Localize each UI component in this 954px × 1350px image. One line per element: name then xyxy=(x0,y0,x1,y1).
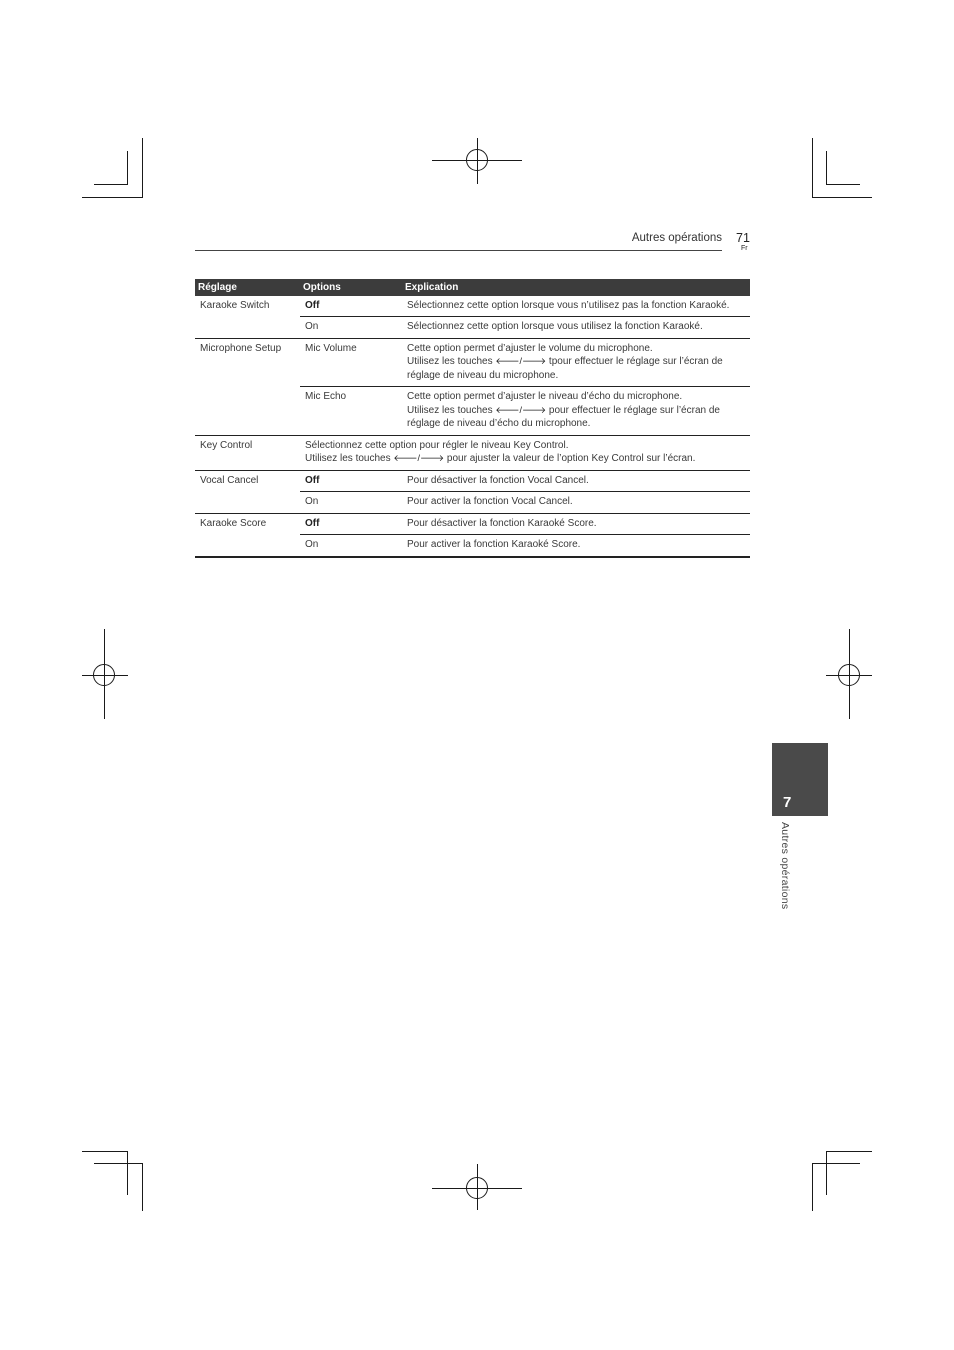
header-rule xyxy=(195,250,722,251)
setting-name: Karaoke Score xyxy=(195,513,300,557)
option-explanation xyxy=(402,387,750,436)
explanation-line: Utilisez les touches xyxy=(305,453,394,464)
option-explanation: Pour activer la fonction Vocal Cancel. xyxy=(402,492,750,514)
explanation-line: pour ajuster la valeur de l’option Key Control sur l’écran. xyxy=(444,453,696,464)
option-explanation: Pour activer la fonction Karaoké Score. xyxy=(402,535,750,557)
option-value: Off xyxy=(300,470,402,492)
registration-circle xyxy=(466,149,488,171)
chapter-side-label: Autres opérations xyxy=(779,822,791,910)
left-right-arrows-icon: 🡐/🡒 xyxy=(393,453,445,463)
crop-mark xyxy=(82,1151,128,1152)
explanation-line: Sélectionnez cette option pour régler le niveau Key Control. xyxy=(305,439,569,451)
crop-mark xyxy=(142,138,143,197)
chapter-number: 7 xyxy=(783,794,792,811)
crop-mark xyxy=(142,1163,143,1211)
option-explanation: Pour désactiver la fonction Karaoké Score. xyxy=(402,513,750,535)
explanation-line: Utilisez les touches xyxy=(407,404,496,416)
page-number: 71 xyxy=(736,231,750,245)
crop-mark xyxy=(94,1163,143,1164)
settings-table xyxy=(195,279,750,558)
crop-mark xyxy=(826,151,827,185)
option-explanation: Pour désactiver la fonction Vocal Cancel. xyxy=(402,470,750,492)
explanation-line: Cette option permet d’ajuster le volume du microphone. xyxy=(407,342,653,354)
left-right-arrows-icon: 🡐/🡒 xyxy=(495,356,547,366)
section-title: Autres opérations xyxy=(631,232,722,244)
table-row xyxy=(195,470,750,492)
crop-mark xyxy=(82,197,143,198)
header-explanation: Explication xyxy=(402,279,750,296)
option-explanation xyxy=(300,435,750,470)
table-row xyxy=(195,296,750,317)
table-header-row xyxy=(195,279,750,296)
crop-mark xyxy=(812,197,872,198)
crop-mark xyxy=(94,184,128,185)
setting-name: Microphone Setup xyxy=(195,338,300,435)
option-value: On xyxy=(300,492,402,514)
option-explanation: Sélectionnez cette option lorsque vous n’utilisez pas la fonction Karaoké. xyxy=(407,299,730,311)
option-value: Mic Echo xyxy=(300,387,402,436)
option-value: Off xyxy=(305,299,320,311)
option-explanation xyxy=(402,338,750,387)
crop-mark xyxy=(127,1151,128,1195)
chapter-tab xyxy=(772,743,828,816)
table-row xyxy=(195,513,750,535)
explanation-line: tpour effectuer le réglage sur l’écran de réglage de niveau du microphone. xyxy=(407,356,723,381)
left-right-arrows-icon: 🡐/🡒 xyxy=(495,404,547,415)
option-value: Off xyxy=(300,513,402,535)
header-setting: Réglage xyxy=(195,279,300,296)
crop-mark xyxy=(826,1151,827,1195)
explanation-line: Cette option permet d’ajuster le niveau d’écho du microphone. xyxy=(407,391,683,402)
crop-mark xyxy=(826,184,860,185)
explanation-line: pour effectuer le réglage sur l’écran de réglage de niveau d’écho du microphone. xyxy=(407,404,720,429)
setting-name: Key Control xyxy=(195,435,300,470)
explanation-line: Utilisez les touches xyxy=(407,356,496,367)
table-row xyxy=(195,435,750,470)
option-value: Mic Volume xyxy=(300,338,402,387)
crop-mark xyxy=(127,151,128,185)
registration-circle xyxy=(838,664,860,686)
table-row xyxy=(195,338,750,387)
crop-mark xyxy=(826,1151,872,1152)
registration-circle xyxy=(93,664,115,686)
option-explanation: Sélectionnez cette option lorsque vous utilisez la fonction Karaoké. xyxy=(402,317,750,339)
language-code: Fr xyxy=(741,245,748,252)
crop-mark xyxy=(812,138,813,197)
option-value: On xyxy=(300,535,402,557)
crop-mark xyxy=(812,1163,813,1211)
option-value: On xyxy=(300,317,402,339)
registration-circle xyxy=(466,1177,488,1199)
setting-name: Vocal Cancel xyxy=(195,470,300,513)
setting-name: Karaoke Switch xyxy=(200,299,270,311)
crop-mark xyxy=(812,1163,860,1164)
header-options: Options xyxy=(300,279,402,296)
